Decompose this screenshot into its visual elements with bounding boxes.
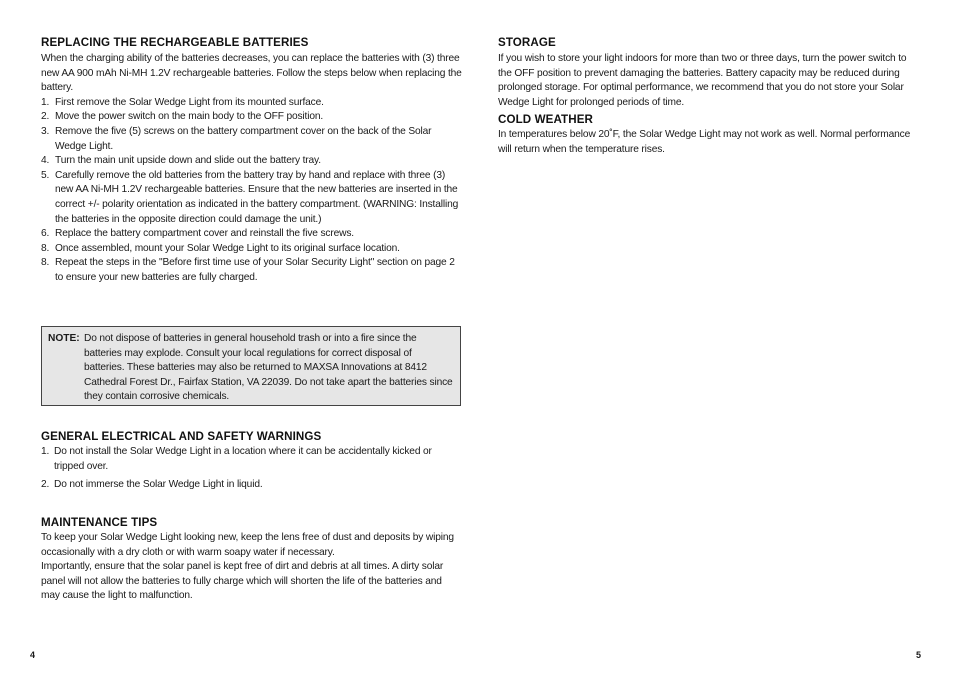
- replacing-batteries-heading: REPLACING THE RECHARGEABLE BATTERIES: [41, 36, 309, 49]
- list-item: 6. Replace the battery compartment cover and reinstall the five screws.: [41, 228, 354, 240]
- note-label: NOTE:: [48, 333, 80, 344]
- list-item: 2. Move the power switch on the main body to the OFF position.: [41, 111, 324, 123]
- list-item: 5. Carefully remove the old batteries from the battery tray by hand and replace with three (3) new AA Ni-MH 1.2V rechargeable batteries. Ensure that the new batteries are inserted in the correct +/- polarity orientation as indicated in the battery compartment. (WARNING: Installing the batteries in the opposite direction could damage the unit.): [41, 169, 459, 225]
- storage-heading: STORAGE: [498, 36, 556, 49]
- replacing-batteries-section: [41, 35, 463, 286]
- safety-warnings-section: [41, 429, 463, 493]
- cold-weather-text: In temperatures below 20˚F, the Solar Wedge Light may not work as well. Normal performance will return when the temperature rises.: [498, 129, 911, 155]
- list-item: 8. Once assembled, mount your Solar Wedge Light to its original surface location.: [41, 242, 400, 254]
- page-number-right: 5: [916, 650, 922, 660]
- safety-warnings-heading: GENERAL ELECTRICAL AND SAFETY WARNINGS: [41, 430, 322, 443]
- replacing-steps-list: [41, 96, 463, 286]
- page-number-left: 4: [30, 650, 36, 660]
- storage-section: [498, 35, 918, 110]
- maintenance-paragraph-1: To keep your Solar Wedge Light looking new, keep the lens free of dust and deposits by wiping occasionally with a dry cloth or with warm soapy water if necessary.: [41, 532, 454, 558]
- maintenance-section: [41, 515, 463, 604]
- list-item: 1. First remove the Solar Wedge Light from its mounted surface.: [41, 96, 324, 108]
- cold-weather-heading: COLD WEATHER: [498, 113, 594, 126]
- safety-warnings-list: [41, 445, 463, 493]
- list-item: 4. Turn the main unit upside down and slide out the battery tray.: [41, 155, 321, 167]
- note-text: Do not dispose of batteries in general household trash or into a fire since the batteries may explode. Consult your local regulations for correct disposal of batteries. These batteries may also be returned to MAXSA Innovations at 8412 Cathedral Forest Dr., Fairfax Station, VA 22039. Do not take apart the batteries since they contain corrosive chemicals.: [84, 333, 453, 403]
- list-item: 2. Do not immerse the Solar Wedge Light in liquid.: [41, 479, 263, 491]
- list-item: 8. Repeat the steps in the "Before first time use of your Solar Security Light" section on page 2 to ensure your new batteries are fully charged.: [41, 257, 455, 283]
- maintenance-paragraph-2: Importantly, ensure that the solar panel is kept free of dirt and debris at all times. A dirty solar panel will not allow the batteries to fully charge which will shorten the life of the batteries and may cause the light to malfunction.: [41, 561, 444, 602]
- list-item: 1. Do not install the Solar Wedge Light in a location where it can be accidentally kicked or tripped over.: [41, 446, 432, 472]
- list-item: 3. Remove the five (5) screws on the battery compartment cover on the back of the Solar Wedge Light.: [41, 125, 432, 152]
- note-box: [41, 326, 461, 406]
- storage-text: If you wish to store your light indoors for more than two or three days, turn the power switch to the OFF position to prevent damaging the batteries. Battery capacity may be reduced during prolonged storage. For optimal performance, we recommend that you do not store your Solar Wedge Light for prolonged periods of time.: [498, 53, 907, 108]
- replacing-batteries-intro: When the charging ability of the batteries decreases, you can replace the batteries with (3) three new AA 900 mAh Ni-MH 1.2V rechargeable batteries. Follow the steps below when replacing the battery.: [41, 53, 462, 94]
- cold-weather-section: [498, 112, 918, 157]
- maintenance-heading: MAINTENANCE TIPS: [41, 516, 158, 529]
